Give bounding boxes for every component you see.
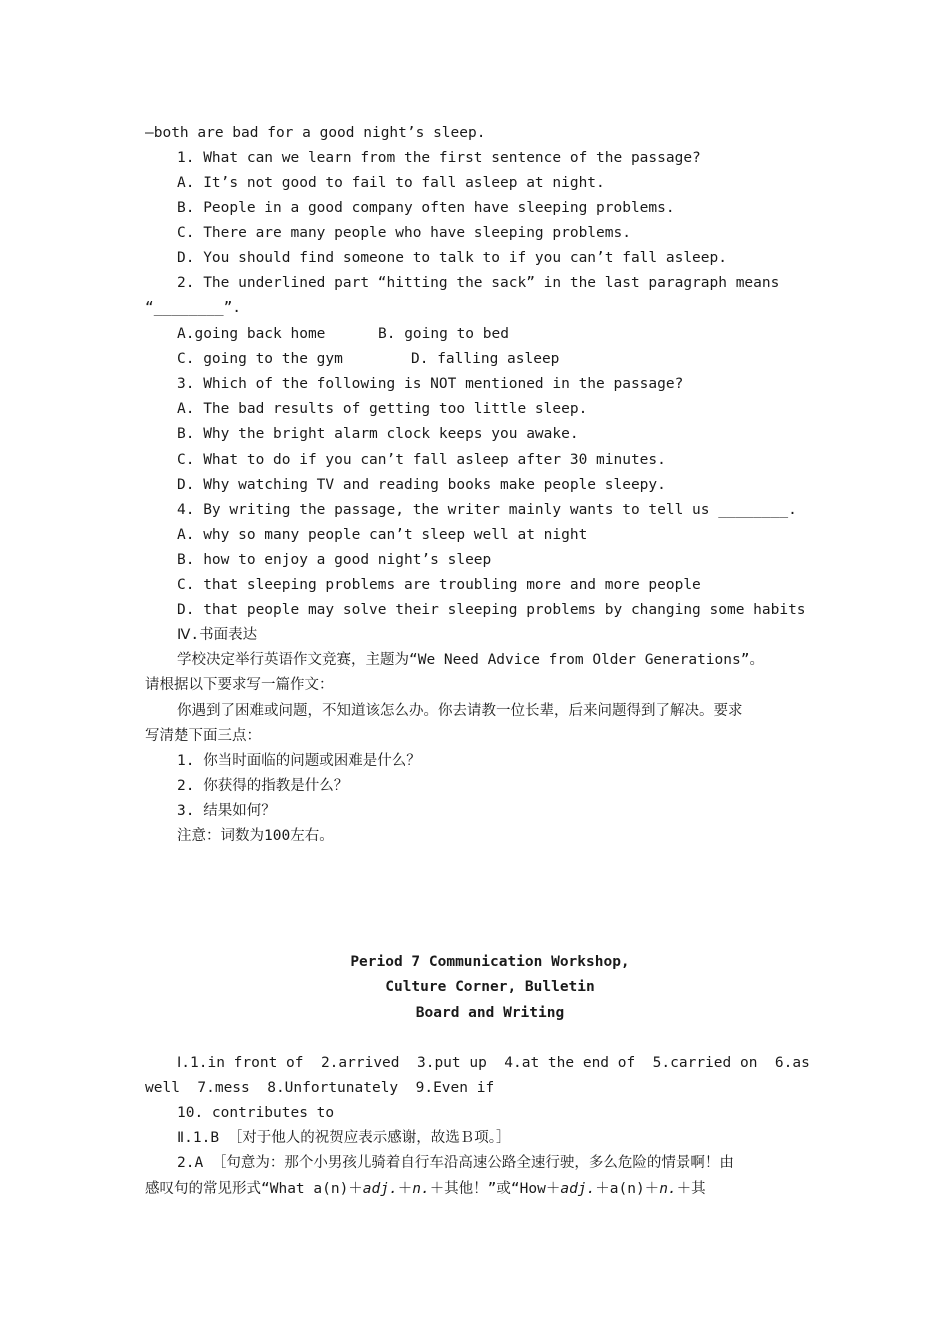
answers-part2-item2-line2 [145,1179,706,1199]
answers-part1-line2: well 7.mess 8.Unfortunately 9.Even if [145,1080,495,1096]
writing-p2-line1: 你遇到了困难或问题，不知道该怎么办。你去请教一位长辈，后来问题得到了解决。要求 [177,703,743,719]
answers-part2-item2-line1: 2.A ［句意为：那个小男孩儿骑着自行车沿高速公路全速行驶，多么危险的情景啊！由 [177,1155,734,1171]
answers-part2-item1: Ⅱ.1.B ［对于他人的祝贺应表示感谢，故选Ｂ项。］ [177,1130,511,1146]
period-title-line2: Culture Corner, Bulletin [385,979,595,995]
text-fragment-italic: n. [659,1181,677,1197]
q3-stem: 3. Which of the following is NOT mentioned in the passage? [177,376,684,392]
q3-option-a: A. The bad results of getting too little sleep. [177,401,588,417]
q1-option-b: B. People in a good company often have sleeping problems. [177,200,675,216]
writing-point-1: 1. 你当时面临的问题或困难是什么？ [177,753,421,769]
text-fragment-italic: n. [412,1181,430,1197]
q4-option-c: C. that sleeping problems are troubling more and more people [177,577,701,593]
q2-option-a: A.going back home [177,326,326,342]
passage-end: —both are bad for a good night’s sleep. [145,125,486,141]
q3-option-b: B. Why the bright alarm clock keeps you awake. [177,426,579,442]
q3-option-d: D. Why watching TV and reading books make people sleepy. [177,477,666,493]
q1-option-c: C. There are many people who have sleeping problems. [177,225,631,241]
answers-part1-line3: 10. contributes to [177,1105,335,1121]
q2-option-b: B. going to bed [378,326,509,342]
q2-stem-line2: “________”. [145,300,242,316]
q2-stem-line1: 2. The underlined part “hitting the sack” in the last paragraph means [177,275,780,291]
writing-heading: Ⅳ.书面表达 [177,627,258,643]
answers-part1-line1: Ⅰ.1.in front of 2.arrived 3.put up 4.at the end of 5.carried on 6.as [177,1055,810,1071]
q4-option-d: D. that people may solve their sleeping problems by changing some habits [177,602,806,618]
q1-stem: 1. What can we learn from the first sentence of the passage? [177,150,701,166]
q1-option-a: A. It’s not good to fail to fall asleep at night. [177,175,605,191]
writing-p1-line2: 请根据以下要求写一篇作文： [145,677,334,693]
text-fragment-italic: adj. [362,1181,398,1197]
q4-option-b: B. how to enjoy a good night’s sleep [177,552,492,568]
q4-option-a: A. why so many people can’t sleep well at night [177,527,588,543]
q2-option-d: D. falling asleep [411,351,560,367]
writing-p2-line2: 写清楚下面三点： [145,728,261,744]
q2-option-c: C. going to the gym [177,351,343,367]
q3-option-c: C. What to do if you can’t fall asleep after 30 minutes. [177,452,666,468]
period-title-line1: Period 7 Communication Workshop, [350,954,630,970]
text-fragment: ＋ [397,1181,413,1197]
q4-stem: 4. By writing the passage, the writer mainly wants to tell us ________. [177,502,797,518]
text-fragment: ＋其他！”或“How＋ [429,1181,561,1197]
text-fragment-italic: adj. [560,1181,596,1197]
writing-point-3: 3. 结果如何？ [177,803,276,819]
text-fragment: ＋其 [676,1181,706,1197]
text-fragment: ＋a(n)＋ [595,1181,660,1197]
text-fragment: 感叹句的常见形式“What a(n)＋ [145,1181,363,1197]
q1-option-d: D. You should find someone to talk to if you can’t fall asleep. [177,250,727,266]
writing-p1-line1: 学校决定举行英语作文竞赛，主题为“We Need Advice from Older Generations”。 [177,652,764,668]
writing-note: 注意：词数为100左右。 [177,828,334,844]
period-title-line3: Board and Writing [415,1005,565,1021]
writing-point-2: 2. 你获得的指教是什么？ [177,778,349,794]
